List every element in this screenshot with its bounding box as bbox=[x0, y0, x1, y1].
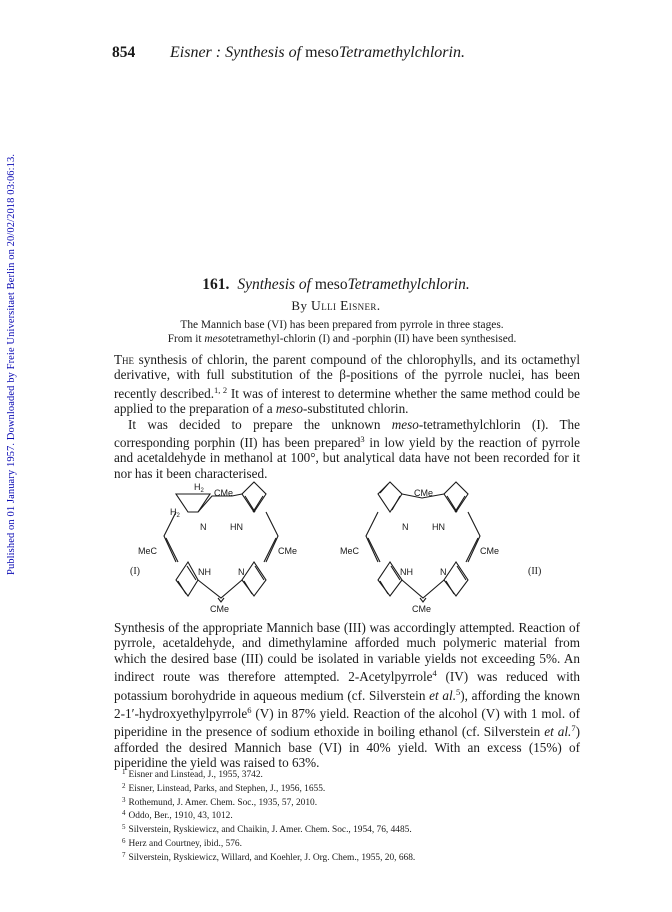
article-title-meso: meso bbox=[314, 276, 348, 293]
abstract-line-1: The Mannich base (VI) has been prepared from pyrrole in three stages. bbox=[180, 319, 504, 331]
reference-item: $^4$ Oddo, Ber., 1910, 43, 1012. bbox=[122, 809, 233, 822]
cme-top-label-I: CMe bbox=[214, 488, 234, 498]
h2-top-label: $H_2$ bbox=[194, 482, 204, 494]
citation-7: 7 bbox=[571, 723, 576, 734]
paragraph-2-text-1: It was decided to prepare the unknown bbox=[128, 416, 392, 432]
ring-b-II-double-bonds bbox=[447, 496, 465, 512]
paragraph-1 bbox=[114, 352, 580, 417]
meso-bridge-bottom bbox=[198, 580, 242, 598]
paragraph-2-meso: meso bbox=[391, 416, 419, 432]
chlorin-structure-I bbox=[164, 482, 278, 602]
abstract-line-2-a: From it bbox=[167, 332, 205, 345]
n-label-I: N bbox=[200, 522, 207, 532]
reference-item: $^7$ Silverstein, Ryskiewicz, Willard, and Koehler, J. Org. Chem., 1955, 20, 668. bbox=[122, 850, 416, 863]
ring-a bbox=[176, 494, 210, 512]
citation-6: 6 bbox=[247, 705, 252, 716]
article-number: 161. bbox=[202, 276, 230, 293]
citation-1-2: 1, 2 bbox=[214, 384, 228, 395]
cme-right-label-II: CMe bbox=[480, 546, 500, 556]
article-title-pre: Synthesis of bbox=[237, 276, 315, 293]
compound-label-I: (I) bbox=[130, 566, 140, 577]
structure-figure bbox=[114, 478, 580, 616]
paragraph-3-etal-1: et al. bbox=[429, 687, 456, 703]
paragraph-1-text-3: -substituted chlorin. bbox=[302, 401, 409, 417]
paragraph-2 bbox=[114, 417, 580, 482]
abstract-line-2-meso: meso bbox=[204, 332, 228, 345]
hn-label-I: HN bbox=[230, 522, 243, 532]
citation-3: 3 bbox=[360, 434, 365, 445]
download-notice bbox=[6, 125, 20, 575]
abstract-line-2-b: tetramethyl-chlorin (I) and -porphin (II) have been synthesised. bbox=[227, 332, 517, 345]
ring-b-double-bonds bbox=[245, 496, 263, 512]
ring-c bbox=[242, 562, 266, 596]
running-head bbox=[112, 44, 582, 64]
n-label-I-bottom: N bbox=[238, 567, 245, 577]
introduction bbox=[114, 352, 580, 481]
ring-a-II bbox=[378, 482, 402, 512]
cme-top-label-II: CMe bbox=[414, 488, 434, 498]
paragraph-3 bbox=[114, 620, 580, 771]
reference-item: $^1$ Eisner and Linstead, J., 1955, 3742. bbox=[122, 768, 263, 780]
reference-item: $^6$ Herz and Courtney, ibid., 576. bbox=[122, 836, 242, 849]
ring-c-double-bonds bbox=[244, 566, 264, 594]
paragraph-1-meso: meso bbox=[275, 401, 303, 417]
ring-a-II-double-bonds bbox=[380, 484, 400, 510]
structure-drawings bbox=[114, 478, 580, 616]
paragraph-3-text-1: Synthesis of the appropriate Mannich base (III) was accordingly attempted. Reaction of pyrrole, acetaldehyde, and dimethylamine afforded much polymeric material from which the desired base (III) could be isolated in variable yields not exceeding 5%. An indirect route was therefore attempted. 2-Acetylpyrrole bbox=[114, 620, 580, 685]
side-double-bonds bbox=[166, 538, 276, 562]
side-double-bonds-II bbox=[368, 538, 478, 562]
hn-label-II: HN bbox=[432, 522, 445, 532]
ring-d-double-bonds bbox=[178, 566, 196, 594]
author-name: Ulli Eisner. bbox=[311, 298, 381, 313]
meso-bridge-bottom-II bbox=[402, 580, 444, 598]
download-notice-text: Published on 01 January 1957. Downloaded by Freie Universitaet Berlin on 20/02/2018 03:06:13. bbox=[6, 153, 17, 575]
results bbox=[114, 620, 580, 771]
paragraph-3-text-3: ), affording the known 2-1′-hydroxyethylpyrrole bbox=[114, 687, 581, 722]
ring-c-II bbox=[444, 562, 468, 596]
n-label-II: N bbox=[402, 522, 409, 532]
mec-label-II: MeC bbox=[340, 546, 360, 556]
paragraph-1-lead: The bbox=[114, 352, 135, 367]
byline bbox=[0, 298, 672, 314]
running-title-rest: Tetramethylchlorin. bbox=[338, 44, 465, 61]
abstract-line-2 bbox=[132, 333, 552, 347]
porphin-structure-II bbox=[366, 482, 480, 602]
paragraph-2-text-2: -tetramethylchlorin (I). The corresponding porphin (II) has been prepared bbox=[114, 416, 580, 451]
cme-bottom-label-II: CMe bbox=[412, 604, 432, 614]
n-label-II-bottom: N bbox=[440, 567, 447, 577]
paragraph-3-text-2: (IV) was reduced with potassium borohydride in aqueous medium (cf. Silverstein bbox=[114, 669, 580, 703]
ring-d bbox=[176, 562, 198, 596]
running-title bbox=[170, 44, 465, 62]
cme-right-label-I: CMe bbox=[278, 546, 298, 556]
paragraph-3-etal-2: et al. bbox=[544, 724, 572, 740]
mec-label-I: MeC bbox=[138, 546, 158, 556]
ring-d-II-double-bonds bbox=[380, 566, 400, 594]
reference-item: $^3$ Rothemund, J. Amer. Chem. Soc., 1935, 57, 2010. bbox=[122, 795, 318, 808]
paragraph-2-text-3: in low yield by the reaction of pyrrole and acetaldehyde in methanol at 100°, but analytical data have not been recorded for it nor has it been characterised. bbox=[114, 435, 580, 481]
nh-label-II: NH bbox=[400, 567, 413, 577]
running-title-prefix: Eisner : Synthesis of bbox=[170, 44, 306, 61]
paragraph-3-text-5: ) afforded the desired Mannich base (VI) in 40% yield. With an excess (15%) of piperidine the yield was raised to 63%. bbox=[114, 724, 581, 771]
citation-4: 4 bbox=[432, 668, 437, 679]
reference-item: $^2$ Eisner, Linstead, Parks, and Stephen, J., 1956, 1655. bbox=[122, 781, 326, 794]
reference-item: $^5$ Silverstein, Ryskiewicz, and Chaikin, J. Amer. Chem. Soc., 1954, 76, 4485. bbox=[122, 823, 412, 836]
article-title bbox=[0, 276, 672, 294]
paragraph-3-text-4: (V) in 87% yield. Reaction of the alcohol (V) with 1 mol. of piperidine in the presence of sodium ethoxide in boiling ethanol (cf. Silverstein bbox=[114, 706, 580, 740]
h2-left-label: $H_2$ bbox=[170, 507, 180, 519]
byline-by: By bbox=[291, 298, 308, 313]
paragraph-1-text-1: synthesis of chlorin, the parent compound of the chlorophylls, and its octamethyl derivative, with full substitution of the β-positions of the pyrrole nuclei, has been recently described. bbox=[114, 352, 580, 401]
page-number: 854 bbox=[112, 44, 136, 61]
references bbox=[114, 767, 580, 864]
article-title-rest: Tetramethylchlorin. bbox=[347, 276, 470, 293]
abstract bbox=[132, 319, 552, 346]
cme-bottom-label-I: CMe bbox=[210, 604, 230, 614]
nh-label-I: NH bbox=[198, 567, 211, 577]
citation-5: 5 bbox=[456, 686, 461, 697]
compound-label-II: (II) bbox=[528, 566, 542, 577]
running-title-meso: meso bbox=[305, 44, 339, 61]
paragraph-1-text-2: It was of interest to determine whether the same method could be applied to the preparation of a bbox=[114, 385, 580, 417]
ring-c-II-double-bonds bbox=[446, 566, 466, 594]
ring-d-II bbox=[378, 562, 402, 596]
